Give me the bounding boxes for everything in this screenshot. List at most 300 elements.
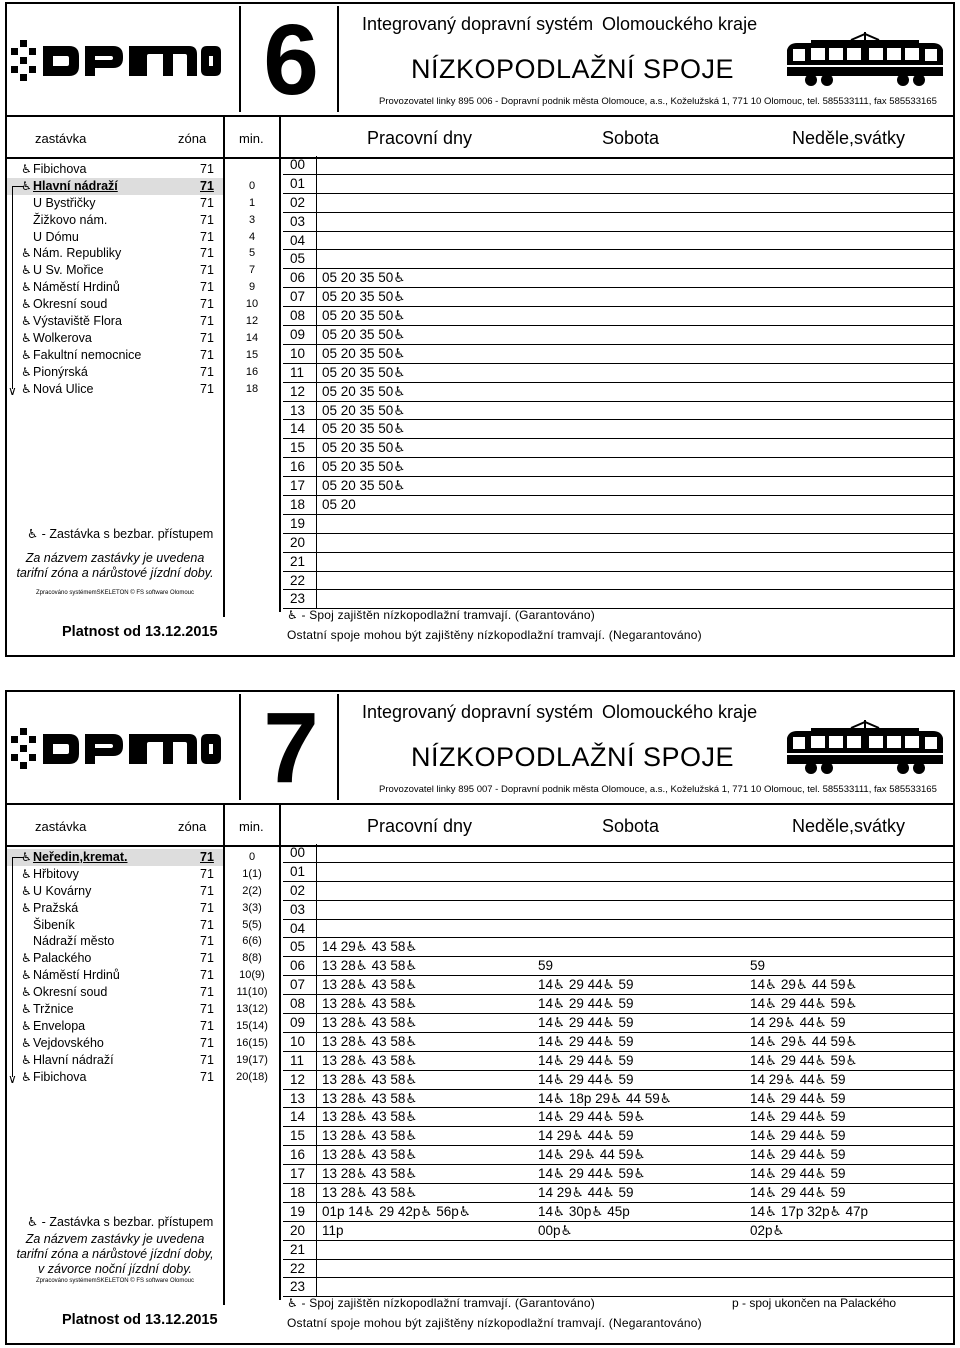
stop-row[interactable] <box>7 933 223 950</box>
stop-row[interactable] <box>7 381 223 398</box>
wheelchair-icon: ♿ <box>21 866 32 881</box>
timetable-sheet-6 <box>5 2 955 657</box>
stop-row[interactable] <box>7 178 223 195</box>
wheelchair-icon: ♿ <box>21 1069 32 1084</box>
hour-row <box>283 1071 953 1090</box>
hour-row <box>283 477 953 496</box>
hour-divider <box>316 402 317 420</box>
weekday-minutes: 05 20 35 50♿ <box>322 383 406 399</box>
stop-name: U Dómu <box>33 229 79 244</box>
stop-name: Nová Ulice <box>33 381 94 396</box>
hour-divider <box>316 1184 317 1202</box>
wheelchair-icon: ♿ <box>21 364 32 379</box>
sunday-minutes: 14♿ 29 44♿ 59 <box>750 1166 846 1182</box>
hour-label: 18 <box>290 497 306 513</box>
saturday-minutes: 14♿ 29 44♿ 59 <box>538 996 634 1012</box>
hour-divider <box>316 844 317 862</box>
weekday-minutes: 13 28♿ 43 58♿ <box>322 1185 418 1201</box>
stop-zone: 71 <box>200 364 214 379</box>
hour-row <box>283 572 953 591</box>
hour-row <box>283 1184 953 1203</box>
travel-time: 3 <box>248 213 256 226</box>
wheelchair-icon: ♿ <box>21 263 32 278</box>
hour-row <box>283 458 953 477</box>
travel-time: 1(1) <box>242 867 262 880</box>
saturday-minutes: 14♿ 29 44♿ 59 <box>538 977 634 993</box>
stop-row[interactable] <box>7 849 223 866</box>
software-credit: Zpracováno systémemSKELETON © FS software Olomouc <box>35 590 195 596</box>
travel-time: 9 <box>248 281 256 294</box>
saturday-minutes: 14♿ 29 44♿ 59 <box>538 1071 634 1087</box>
stop-name: Nádraží město <box>33 934 115 949</box>
hour-label: 14 <box>290 1109 306 1125</box>
hour-label: 05 <box>290 939 306 955</box>
stop-row[interactable] <box>7 967 223 984</box>
hour-divider <box>316 175 317 193</box>
stop-name: Palackého <box>33 951 92 966</box>
hour-divider <box>316 1241 317 1259</box>
stop-name: Envelopa <box>33 1018 86 1033</box>
hour-label: 21 <box>290 1241 306 1257</box>
hour-label: 11 <box>290 364 305 380</box>
sunday-minutes: 14 29♿ 44♿ 59 <box>750 1015 846 1031</box>
hour-divider <box>316 957 317 975</box>
hour-label: 00 <box>290 157 306 172</box>
hour-label: 03 <box>290 901 306 917</box>
hour-row <box>283 1052 953 1071</box>
validity-date: Platnost od 13.12.2015 <box>62 1312 218 1328</box>
stop-row[interactable] <box>7 279 223 296</box>
hour-divider <box>316 863 317 881</box>
stop-zone: 71 <box>200 850 214 864</box>
travel-time: 5(5) <box>242 918 262 931</box>
hour-row <box>283 326 953 345</box>
stop-zone: 71 <box>200 934 214 949</box>
hour-label: 08 <box>290 308 306 324</box>
header-weekdays: Pracovní dny <box>367 128 473 148</box>
sunday-minutes: 02p♿ <box>750 1222 785 1238</box>
hour-divider <box>316 307 317 325</box>
hour-row <box>283 1127 953 1146</box>
hour-label: 10 <box>290 1033 306 1049</box>
weekday-minutes: 13 28♿ 43 58♿ <box>322 1166 418 1182</box>
stop-name: Vejdovského <box>33 1035 104 1050</box>
hour-label: 16 <box>290 1147 306 1163</box>
wheelchair-icon: ♿ <box>21 297 32 312</box>
weekday-minutes: 05 20 35 50♿ <box>322 402 406 418</box>
hour-row <box>283 194 953 213</box>
hour-divider <box>316 938 317 956</box>
stop-name: Pionýrská <box>33 364 88 379</box>
hour-row <box>283 496 953 515</box>
stop-zone: 71 <box>200 1052 214 1067</box>
stop-zone: 71 <box>200 195 214 210</box>
hour-row <box>283 1278 953 1297</box>
stop-row[interactable] <box>7 262 223 279</box>
stop-name: Fibichova <box>33 162 87 176</box>
hour-divider <box>316 383 317 401</box>
hour-label: 14 <box>290 421 306 437</box>
travel-time: 10 <box>245 298 259 311</box>
header-weekdays: Pracovní dny <box>367 816 473 836</box>
stop-name: Pražská <box>33 900 79 915</box>
stop-zone: 71 <box>200 900 214 915</box>
stop-zone: 71 <box>200 263 214 278</box>
weekday-minutes: 05 20 35 50♿ <box>322 440 406 456</box>
divider <box>279 117 281 612</box>
hour-label: 04 <box>290 920 306 936</box>
travel-time: 14 <box>245 331 259 344</box>
stop-name: Hlavní nádraží <box>33 1052 114 1067</box>
stop-name: Neředin,kremat. <box>33 850 128 864</box>
hour-row <box>283 156 953 175</box>
departure-grid <box>283 844 953 1297</box>
hour-divider <box>316 269 317 287</box>
ids-name: Integrovaný dopravní systém <box>362 702 594 722</box>
hour-label: 01 <box>290 863 306 879</box>
saturday-minutes: 14♿ 18p 29♿ 44 59♿ <box>538 1090 672 1106</box>
stop-zone: 71 <box>200 280 214 295</box>
direction-arrow-icon: ∨ <box>8 1071 17 1086</box>
stop-row[interactable] <box>7 212 223 229</box>
hour-row <box>283 383 953 402</box>
travel-time: 0 <box>248 851 256 863</box>
hour-divider <box>316 572 317 590</box>
hour-label: 06 <box>290 270 306 286</box>
guaranteed-note: ♿ - Spoj zajištěn nízkopodlažní tramvají. (Garantováno) <box>287 608 595 622</box>
header-min: min. <box>239 819 264 834</box>
sheet-title: NÍZKOPODLAŽNÍ SPOJE <box>411 742 735 772</box>
stop-row[interactable] <box>7 161 223 178</box>
hour-divider <box>316 1014 317 1032</box>
header-zone: zóna <box>178 131 207 146</box>
saturday-minutes: 14♿ 29 44♿ 59 <box>538 1015 634 1031</box>
column-headers <box>7 119 953 159</box>
sunday-minutes: 59 <box>750 958 766 974</box>
stop-name: U Kovárny <box>33 883 92 898</box>
stop-zone: 71 <box>200 314 214 329</box>
weekday-minutes: 05 20 35 50♿ <box>322 459 406 475</box>
travel-time: 18 <box>245 382 259 395</box>
hour-row <box>283 995 953 1014</box>
stop-zone: 71 <box>200 1002 214 1017</box>
wheelchair-icon: ♿ <box>21 314 32 329</box>
stop-list <box>7 849 223 1085</box>
stop-zone: 71 <box>200 866 214 881</box>
wheelchair-icon: ♿ <box>21 246 32 261</box>
ids-name: Integrovaný dopravní systém <box>362 14 594 34</box>
stop-row[interactable] <box>7 900 223 917</box>
hour-row <box>283 515 953 534</box>
hour-divider <box>316 1203 317 1221</box>
hour-row <box>283 1146 953 1165</box>
travel-time: 4 <box>248 230 256 243</box>
wheelchair-icon: ♿ <box>21 951 32 966</box>
hour-label: 22 <box>290 1260 306 1276</box>
sunday-minutes: 14♿ 29 44♿ 59 <box>750 1147 846 1163</box>
stop-zone: 71 <box>200 951 214 966</box>
sunday-minutes: 14♿ 29♿ 44 59♿ <box>750 977 858 993</box>
travel-time: 16 <box>245 365 259 378</box>
wheelchair-icon: ♿ <box>21 1035 32 1050</box>
hour-row <box>283 1090 953 1109</box>
stop-name: Náměstí Hrdinů <box>33 968 120 983</box>
hour-label: 02 <box>290 194 306 210</box>
weekday-minutes: 05 20 35 50♿ <box>322 364 406 380</box>
sheet-header <box>7 4 953 117</box>
hour-row <box>283 232 953 251</box>
saturday-minutes: 14♿ 29 44♿ 59 <box>538 1052 634 1068</box>
hour-row <box>283 920 953 939</box>
hour-divider <box>316 1165 317 1183</box>
hour-row <box>283 882 953 901</box>
travel-time: 16(15) <box>236 1036 268 1049</box>
saturday-minutes: 14♿ 29 44♿ 59♿ <box>538 1109 646 1125</box>
hour-row <box>283 1014 953 1033</box>
guaranteed-note: ♿ - Spoj zajištěn nízkopodlažní tramvají. (Garantováno) <box>287 1296 595 1310</box>
hour-divider <box>316 1278 317 1296</box>
sheet-title: NÍZKOPODLAŽNÍ SPOJE <box>411 54 735 84</box>
weekday-minutes: 05 20 35 50♿ <box>322 270 406 286</box>
stop-zone: 71 <box>200 968 214 983</box>
stop-row[interactable] <box>7 1052 223 1069</box>
travel-time: 8(8) <box>242 952 262 965</box>
hour-label: 04 <box>290 232 306 248</box>
saturday-minutes: 14♿ 29 44♿ 59♿ <box>538 1166 646 1182</box>
route-bracket <box>12 186 24 389</box>
stop-zone: 71 <box>200 381 214 396</box>
hour-divider <box>316 458 317 476</box>
hour-label: 07 <box>290 289 306 305</box>
fare-note: Za názvem zastávky je uvedena <box>25 1232 205 1246</box>
header-saturday: Sobota <box>602 128 660 148</box>
stop-row[interactable] <box>7 245 223 262</box>
stop-zone: 71 <box>200 212 214 227</box>
stop-zone: 71 <box>200 330 214 345</box>
stop-name: Fibichova <box>33 1069 87 1084</box>
sunday-minutes: 14♿ 29 44♿ 59 <box>750 1090 846 1106</box>
header-saturday: Sobota <box>602 816 660 836</box>
stop-row[interactable] <box>7 1035 223 1052</box>
travel-time: 10(9) <box>239 969 265 982</box>
software-credit: Zpracováno systémemSKELETON © FS software Olomouc <box>35 1278 195 1284</box>
hour-divider <box>316 1090 317 1108</box>
wheelchair-icon: ♿ <box>21 347 32 362</box>
travel-time: 1 <box>248 196 256 209</box>
weekday-minutes: 13 28♿ 43 58♿ <box>322 1090 418 1106</box>
stop-name: Náměstí Hrdinů <box>33 280 120 295</box>
hour-row <box>283 1222 953 1241</box>
stop-list <box>7 161 223 397</box>
stop-row[interactable] <box>7 1069 223 1086</box>
stop-row[interactable] <box>7 296 223 313</box>
travel-time: 11(10) <box>236 986 268 999</box>
hour-label: 16 <box>290 459 306 475</box>
stop-zone: 71 <box>200 985 214 1000</box>
hour-divider <box>316 590 317 608</box>
stop-row[interactable] <box>7 883 223 900</box>
stop-zone: 71 <box>200 347 214 362</box>
weekday-minutes: 05 20 35 50♿ <box>322 345 406 361</box>
stop-name: Šibeník <box>33 917 75 932</box>
stop-row[interactable] <box>7 364 223 381</box>
sunday-minutes: 14♿ 29♿ 44 59♿ <box>750 1033 858 1049</box>
hour-divider <box>316 1222 317 1240</box>
travel-time: 13(12) <box>236 1003 268 1016</box>
hour-label: 20 <box>290 1222 306 1238</box>
travel-time: 5 <box>248 247 256 260</box>
hour-label: 22 <box>290 572 306 588</box>
hour-divider <box>316 439 317 457</box>
weekday-minutes: 14 29♿ 43 58♿ <box>322 939 418 955</box>
stop-name: Hřbitovy <box>33 866 79 881</box>
weekday-minutes: 01p 14♿ 29 42p♿ 56p♿ <box>322 1203 471 1219</box>
wheelchair-icon: ♿ <box>21 162 32 176</box>
stop-name: U Bystřičky <box>33 195 96 210</box>
stop-name: Hlavní nádraží <box>33 178 118 193</box>
travel-time: 20(18) <box>236 1070 268 1083</box>
hour-label: 17 <box>290 478 306 494</box>
hour-row <box>283 844 953 863</box>
hour-divider <box>316 496 317 514</box>
stop-row[interactable] <box>7 229 223 246</box>
weekday-minutes: 05 20 35 50♿ <box>322 421 406 437</box>
tram-icon <box>781 720 949 776</box>
hour-row <box>283 1260 953 1279</box>
sunday-minutes: 14♿ 29 44♿ 59 <box>750 1185 846 1201</box>
dpmo-logo <box>11 728 221 770</box>
hour-row <box>283 288 953 307</box>
ids-region: Olomouckého kraje <box>602 14 758 34</box>
hour-label: 19 <box>290 515 306 531</box>
weekday-minutes: 13 28♿ 43 58♿ <box>322 1071 418 1087</box>
weekday-minutes: 13 28♿ 43 58♿ <box>322 1052 418 1068</box>
weekday-minutes: 13 28♿ 43 58♿ <box>322 1147 418 1163</box>
hour-divider <box>316 213 317 231</box>
wheelchair-icon: ♿ <box>21 900 32 915</box>
sunday-minutes: 14♿ 29 44♿ 59♿ <box>750 1052 858 1068</box>
hour-divider <box>316 288 317 306</box>
hour-row <box>283 420 953 439</box>
stop-row[interactable] <box>7 195 223 212</box>
hour-row <box>283 439 953 458</box>
stop-name: U Sv. Mořice <box>33 263 104 278</box>
weekday-minutes: 13 28♿ 43 58♿ <box>322 1109 418 1125</box>
header-sunday: Neděle,svátky <box>792 816 906 836</box>
hour-label: 17 <box>290 1166 306 1182</box>
hour-label: 13 <box>290 1090 306 1106</box>
hour-label: 09 <box>290 1015 306 1031</box>
stop-row[interactable] <box>7 1018 223 1035</box>
stop-row[interactable] <box>7 313 223 330</box>
stop-zone: 71 <box>200 178 214 193</box>
timetable-sheet-7 <box>5 690 955 1345</box>
hour-row <box>283 1165 953 1184</box>
stop-row[interactable] <box>7 330 223 347</box>
wheelchair-icon: ♿ <box>21 985 32 1000</box>
hour-label: 01 <box>290 175 306 191</box>
stop-row[interactable] <box>7 347 223 364</box>
hour-row <box>283 1241 953 1260</box>
wheelchair-icon: ♿ <box>21 1018 32 1033</box>
hour-divider <box>316 1127 317 1145</box>
wheelchair-icon: ♿ <box>21 330 32 345</box>
hour-row <box>283 863 953 882</box>
stop-name: Nám. Republiky <box>33 246 122 261</box>
fare-note: Za názvem zastávky je uvedena <box>25 551 205 565</box>
hour-label: 06 <box>290 958 306 974</box>
hour-divider <box>316 995 317 1013</box>
hour-divider <box>316 364 317 382</box>
hour-label: 20 <box>290 534 306 550</box>
hour-divider <box>316 901 317 919</box>
fare-note: tarifní zóna a nárůstové jízdní doby. <box>16 566 214 580</box>
hour-row <box>283 1203 953 1222</box>
weekday-minutes: 05 20 35 50♿ <box>322 308 406 324</box>
hour-row <box>283 976 953 995</box>
hour-label: 19 <box>290 1203 306 1219</box>
stop-name: Výstaviště Flora <box>33 314 122 329</box>
weekday-minutes: 13 28♿ 43 58♿ <box>322 1033 418 1049</box>
sunday-minutes: 14♿ 29 44♿ 59 <box>750 1128 846 1144</box>
stop-name: Okresní soud <box>33 985 108 1000</box>
travel-time: 19(17) <box>236 1053 268 1066</box>
non-guaranteed-note: Ostatní spoje mohou být zajištěny nízkopodlažní tramvají. (Negarantováno) <box>287 1316 702 1330</box>
stop-name: Wolkerova <box>33 330 92 345</box>
fare-note: v závorce noční jízdní doby. <box>37 1262 193 1276</box>
line-number: 6 <box>239 6 339 112</box>
hour-divider <box>316 232 317 250</box>
hour-label: 07 <box>290 977 306 993</box>
travel-time: 6(6) <box>242 935 262 948</box>
tram-icon <box>781 32 949 88</box>
stop-row[interactable] <box>7 1001 223 1018</box>
stop-row[interactable] <box>7 917 223 934</box>
weekday-minutes: 13 28♿ 43 58♿ <box>322 1015 418 1031</box>
stop-row[interactable] <box>7 984 223 1001</box>
hour-row <box>283 307 953 326</box>
hour-label: 09 <box>290 327 306 343</box>
saturday-minutes: 14 29♿ 44♿ 59 <box>538 1128 634 1144</box>
hour-divider <box>316 1146 317 1164</box>
wheelchair-icon: ♿ <box>21 883 32 898</box>
sunday-minutes: 14 29♿ 44♿ 59 <box>750 1071 846 1087</box>
stop-row[interactable] <box>7 866 223 883</box>
hour-label: 12 <box>290 1071 306 1087</box>
hour-divider <box>316 553 317 571</box>
stop-zone: 71 <box>200 246 214 261</box>
wheelchair-icon: ♿ <box>21 280 32 295</box>
hour-divider <box>316 1071 317 1089</box>
sunday-minutes: 14♿ 29 44♿ 59♿ <box>750 996 858 1012</box>
stop-row[interactable] <box>7 950 223 967</box>
ids-region: Olomouckého kraje <box>602 702 758 722</box>
hour-divider <box>316 976 317 994</box>
hour-label: 03 <box>290 213 306 229</box>
stop-name: Žižkovo nám. <box>33 212 108 227</box>
hour-divider <box>316 1108 317 1126</box>
travel-time: 0 <box>248 179 256 192</box>
hour-row <box>283 213 953 232</box>
hour-label: 23 <box>290 591 306 607</box>
hour-row <box>283 534 953 553</box>
sunday-minutes: 14♿ 17p 32p♿ 47p <box>750 1203 869 1219</box>
stop-zone: 71 <box>200 1035 214 1050</box>
stop-name: Tržnice <box>33 1002 74 1017</box>
hour-row <box>283 938 953 957</box>
saturday-minutes: 00p♿ <box>538 1222 573 1238</box>
hour-divider <box>316 534 317 552</box>
